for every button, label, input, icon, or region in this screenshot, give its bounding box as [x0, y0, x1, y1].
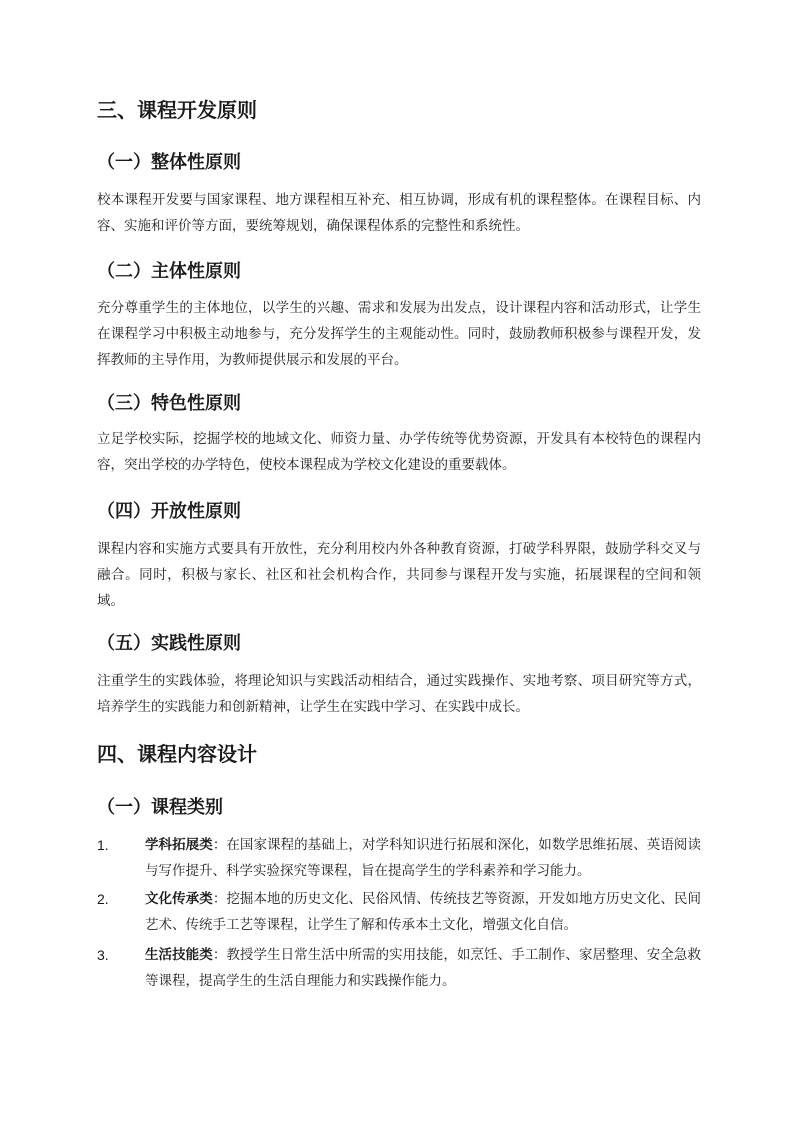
paragraph: 校本课程开发要与国家课程、地方课程相互补充、相互协调，形成有机的课程整体。在课程目标、内容、实施和评价等方面，要统筹规划，确保课程体系的完整性和系统性。 [97, 192, 701, 234]
section-heading: 四、课程内容设计 [97, 742, 257, 766]
subsection-heading: （五）实践性原则 [97, 633, 241, 654]
list-item-term: 文化传承类 [145, 891, 213, 907]
section-heading: 三、课程开发原则 [97, 98, 257, 122]
subsection-heading: （一）整体性原则 [97, 152, 241, 173]
subsection-heading: （二）主体性原则 [97, 261, 241, 282]
paragraph: 充分尊重学生的主体地位，以学生的兴趣、需求和发展为出发点，设计课程内容和活动形式，让学生在课程学习中积极主动地参与，充分发挥学生的主观能动性。同时，鼓励教师积极参与课程开发，发挥教师的主导作用，为教师提供展示和发展的平台。 [97, 300, 701, 368]
list-item-description: ：挖掘本地的历史文化、民俗风情、传统技艺等资源，开发如地方历史文化、民间艺术、传统手工艺等课程，让学生了解和传承本土文化，增强文化自信。 [145, 891, 701, 933]
subsection-heading: （三）特色性原则 [97, 393, 241, 414]
list-item-term: 生活技能类 [145, 947, 213, 963]
list-item-term: 学科拓展类 [145, 837, 213, 853]
list-item-description: ：在国家课程的基础上，对学科知识进行拓展和深化，如数学思维拓展、英语阅读与写作提升、科学实验探究等课程，旨在提高学生的学科素养和学习能力。 [145, 837, 701, 879]
subsection-heading: （四）开放性原则 [97, 501, 241, 522]
list-item-number: 2. [97, 891, 109, 907]
list-item-description: ：教授学生日常生活中所需的实用技能，如烹饪、手工制作、家居整理、安全急救等课程，提高学生的生活自理能力和实践操作能力。 [145, 947, 701, 989]
paragraph: 立足学校实际，挖掘学校的地域文化、师资力量、办学传统等优势资源，开发具有本校特色的课程内容，突出学校的办学特色，使校本课程成为学校文化建设的重要载体。 [97, 431, 701, 473]
list-item-text [145, 832, 701, 884]
list-item-number: 3. [97, 947, 109, 963]
paragraph: 注重学生的实践体验，将理论知识与实践活动相结合，通过实践操作、实地考察、项目研究等方式，培养学生的实践能力和创新精神，让学生在实践中学习、在实践中成长。 [97, 673, 701, 715]
subsection-heading: （一）课程类别 [97, 797, 223, 818]
list-item-text [145, 942, 701, 994]
paragraph: 课程内容和实施方式要具有开放性，充分利用校内外各种教育资源，打破学科界限，鼓励学科交叉与融合。同时，积极与家长、社区和社会机构合作，共同参与课程开发与实施，拓展课程的空间和领域。 [97, 541, 701, 609]
list-item-number: 1. [97, 837, 109, 853]
list-item-text [145, 886, 701, 938]
